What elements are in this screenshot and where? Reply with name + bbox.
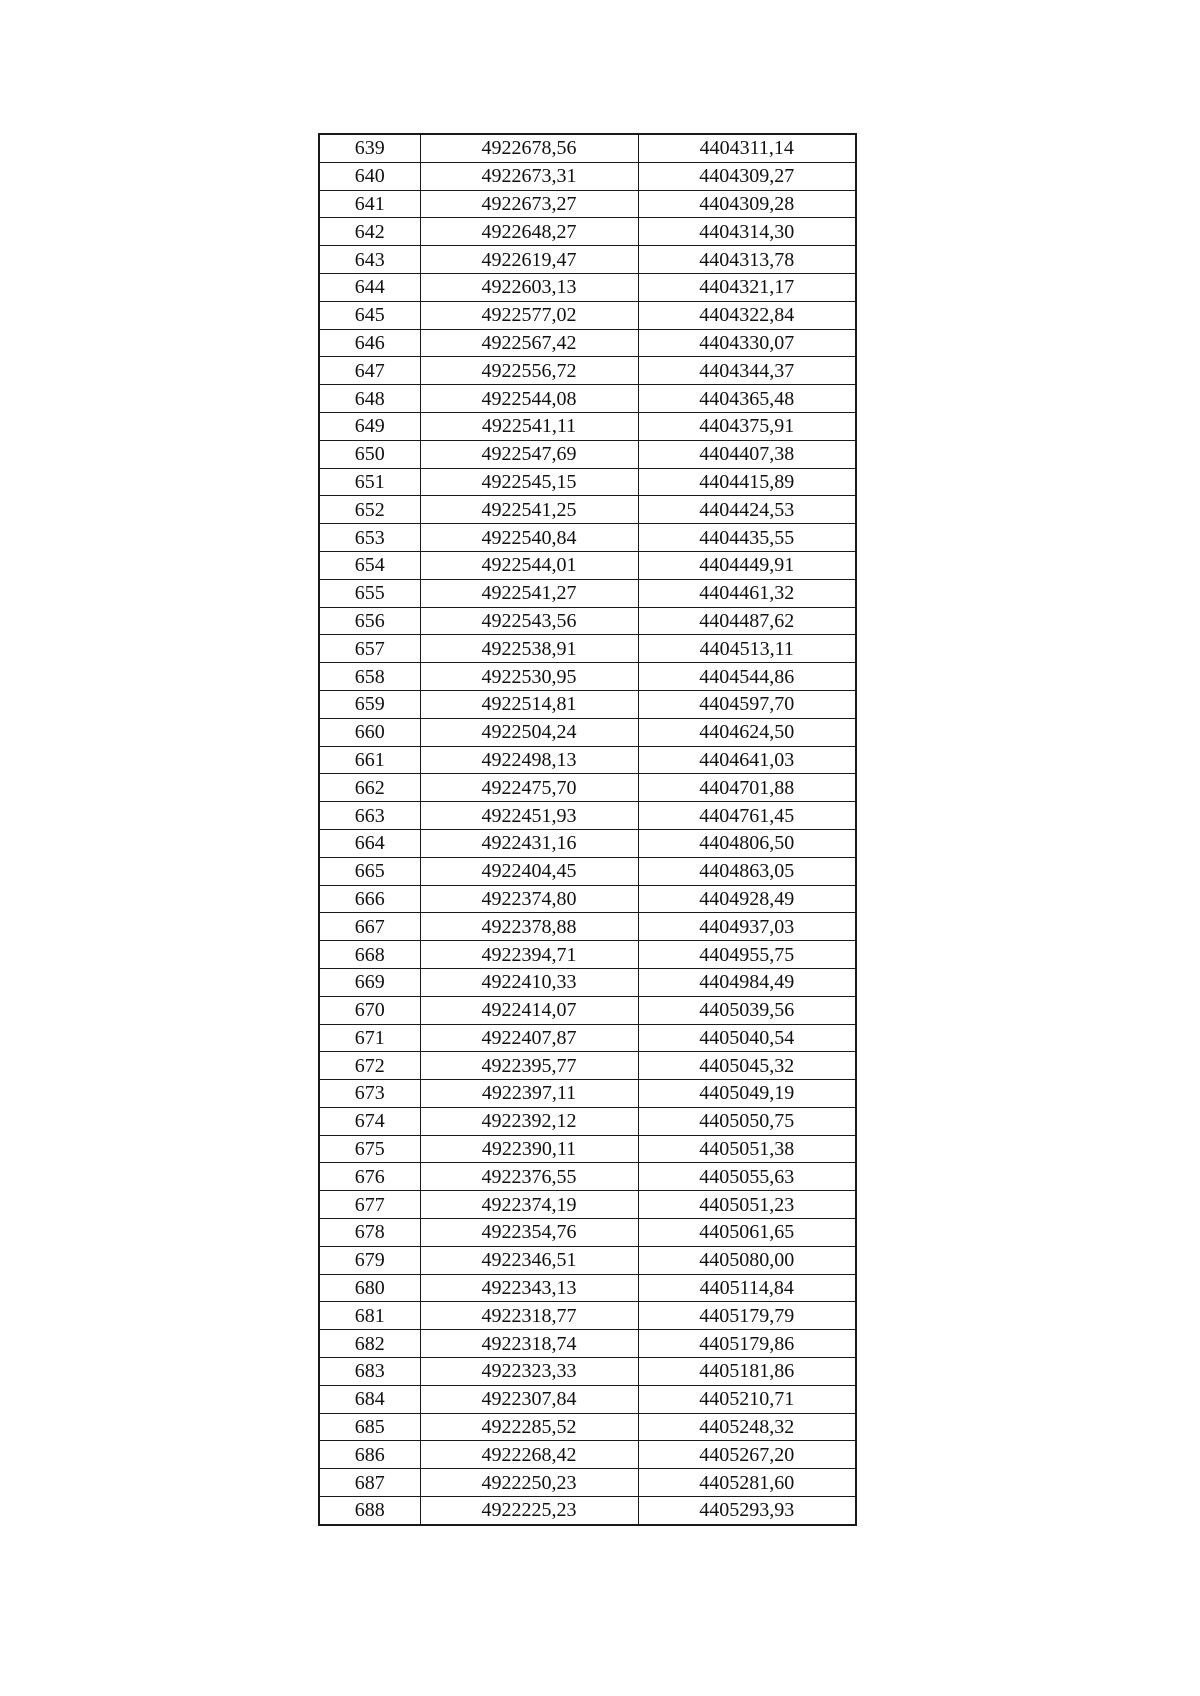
- table-row: [319, 996, 856, 1024]
- table-row: [319, 1413, 856, 1441]
- point-number-cell: 663: [319, 802, 420, 830]
- point-number-cell: 671: [319, 1024, 420, 1052]
- table-row: [319, 385, 856, 413]
- y-coordinate-cell: 4405049,19: [638, 1080, 856, 1108]
- x-coordinate-cell: 4922648,27: [420, 218, 638, 246]
- x-coordinate-cell: 4922378,88: [420, 913, 638, 941]
- x-coordinate-cell: 4922545,15: [420, 468, 638, 496]
- x-coordinate-cell: 4922673,27: [420, 190, 638, 218]
- table-row: [319, 968, 856, 996]
- x-coordinate-cell: 4922547,69: [420, 440, 638, 468]
- x-coordinate-cell: 4922504,24: [420, 718, 638, 746]
- y-coordinate-cell: 4405050,75: [638, 1107, 856, 1135]
- y-coordinate-cell: 4404624,50: [638, 718, 856, 746]
- point-number-cell: 670: [319, 996, 420, 1024]
- table-row: [319, 1024, 856, 1052]
- point-number-cell: 644: [319, 273, 420, 301]
- table-row: [319, 913, 856, 941]
- y-coordinate-cell: 4404330,07: [638, 329, 856, 357]
- table-row: [319, 579, 856, 607]
- table-row: [319, 1052, 856, 1080]
- y-coordinate-cell: 4405051,23: [638, 1191, 856, 1219]
- x-coordinate-cell: 4922307,84: [420, 1385, 638, 1413]
- point-number-cell: 681: [319, 1302, 420, 1330]
- y-coordinate-cell: 4404344,37: [638, 357, 856, 385]
- x-coordinate-cell: 4922268,42: [420, 1441, 638, 1469]
- point-number-cell: 669: [319, 968, 420, 996]
- point-number-cell: 688: [319, 1497, 420, 1525]
- point-number-cell: 682: [319, 1330, 420, 1358]
- x-coordinate-cell: 4922556,72: [420, 357, 638, 385]
- table-row: [319, 496, 856, 524]
- x-coordinate-cell: 4922404,45: [420, 857, 638, 885]
- point-number-cell: 643: [319, 246, 420, 274]
- point-number-cell: 646: [319, 329, 420, 357]
- x-coordinate-cell: 4922540,84: [420, 524, 638, 552]
- y-coordinate-cell: 4405051,38: [638, 1135, 856, 1163]
- x-coordinate-cell: 4922392,12: [420, 1107, 638, 1135]
- x-coordinate-cell: 4922354,76: [420, 1219, 638, 1247]
- y-coordinate-cell: 4404365,48: [638, 385, 856, 413]
- table-row: [319, 218, 856, 246]
- x-coordinate-cell: 4922541,11: [420, 412, 638, 440]
- y-coordinate-cell: 4404984,49: [638, 968, 856, 996]
- y-coordinate-cell: 4405055,63: [638, 1163, 856, 1191]
- table-row: [319, 1246, 856, 1274]
- point-number-cell: 672: [319, 1052, 420, 1080]
- y-coordinate-cell: 4404544,86: [638, 663, 856, 691]
- x-coordinate-cell: 4922619,47: [420, 246, 638, 274]
- table-row: [319, 468, 856, 496]
- x-coordinate-cell: 4922395,77: [420, 1052, 638, 1080]
- point-number-cell: 674: [319, 1107, 420, 1135]
- table-row: [319, 857, 856, 885]
- point-number-cell: 664: [319, 829, 420, 857]
- x-coordinate-cell: 4922225,23: [420, 1497, 638, 1525]
- point-number-cell: 666: [319, 885, 420, 913]
- y-coordinate-cell: 4405281,60: [638, 1469, 856, 1497]
- table-row: [319, 802, 856, 830]
- point-number-cell: 648: [319, 385, 420, 413]
- point-number-cell: 642: [319, 218, 420, 246]
- y-coordinate-cell: 4404806,50: [638, 829, 856, 857]
- table-row: [319, 690, 856, 718]
- y-coordinate-cell: 4404955,75: [638, 941, 856, 969]
- x-coordinate-cell: 4922541,25: [420, 496, 638, 524]
- point-number-cell: 651: [319, 468, 420, 496]
- table-row: [319, 273, 856, 301]
- y-coordinate-cell: 4405210,71: [638, 1385, 856, 1413]
- table-row: [319, 412, 856, 440]
- table-row: [319, 1497, 856, 1525]
- y-coordinate-cell: 4404309,28: [638, 190, 856, 218]
- y-coordinate-cell: 4404314,30: [638, 218, 856, 246]
- x-coordinate-cell: 4922390,11: [420, 1135, 638, 1163]
- point-number-cell: 645: [319, 301, 420, 329]
- point-number-cell: 680: [319, 1274, 420, 1302]
- point-number-cell: 685: [319, 1413, 420, 1441]
- x-coordinate-cell: 4922673,31: [420, 162, 638, 190]
- x-coordinate-cell: 4922567,42: [420, 329, 638, 357]
- point-number-cell: 687: [319, 1469, 420, 1497]
- y-coordinate-cell: 4405179,86: [638, 1330, 856, 1358]
- x-coordinate-cell: 4922250,23: [420, 1469, 638, 1497]
- point-number-cell: 639: [319, 134, 420, 162]
- point-number-cell: 653: [319, 524, 420, 552]
- table-row: [319, 190, 856, 218]
- y-coordinate-cell: 4404435,55: [638, 524, 856, 552]
- table-row: [319, 663, 856, 691]
- y-coordinate-cell: 4404309,27: [638, 162, 856, 190]
- table-row: [319, 829, 856, 857]
- y-coordinate-cell: 4404513,11: [638, 635, 856, 663]
- table-row: [319, 329, 856, 357]
- point-number-cell: 649: [319, 412, 420, 440]
- x-coordinate-cell: 4922678,56: [420, 134, 638, 162]
- x-coordinate-cell: 4922407,87: [420, 1024, 638, 1052]
- table-row: [319, 1080, 856, 1108]
- y-coordinate-cell: 4405039,56: [638, 996, 856, 1024]
- table-row: [319, 607, 856, 635]
- point-number-cell: 684: [319, 1385, 420, 1413]
- table-row: [319, 1469, 856, 1497]
- table-row: [319, 885, 856, 913]
- y-coordinate-cell: 4404311,14: [638, 134, 856, 162]
- table-row: [319, 774, 856, 802]
- table-row: [319, 246, 856, 274]
- table-row: [319, 440, 856, 468]
- y-coordinate-cell: 4404487,62: [638, 607, 856, 635]
- point-number-cell: 652: [319, 496, 420, 524]
- point-number-cell: 676: [319, 1163, 420, 1191]
- point-number-cell: 673: [319, 1080, 420, 1108]
- x-coordinate-cell: 4922538,91: [420, 635, 638, 663]
- y-coordinate-cell: 4404375,91: [638, 412, 856, 440]
- point-number-cell: 650: [319, 440, 420, 468]
- point-number-cell: 667: [319, 913, 420, 941]
- point-number-cell: 677: [319, 1191, 420, 1219]
- x-coordinate-cell: 4922376,55: [420, 1163, 638, 1191]
- y-coordinate-cell: 4405045,32: [638, 1052, 856, 1080]
- y-coordinate-cell: 4404407,38: [638, 440, 856, 468]
- y-coordinate-cell: 4404424,53: [638, 496, 856, 524]
- y-coordinate-cell: 4405181,86: [638, 1358, 856, 1386]
- y-coordinate-cell: 4405061,65: [638, 1219, 856, 1247]
- x-coordinate-cell: 4922530,95: [420, 663, 638, 691]
- table-row: [319, 524, 856, 552]
- table-row: [319, 1191, 856, 1219]
- x-coordinate-cell: 4922603,13: [420, 273, 638, 301]
- y-coordinate-cell: 4405248,32: [638, 1413, 856, 1441]
- point-number-cell: 668: [319, 941, 420, 969]
- table-row: [319, 162, 856, 190]
- x-coordinate-cell: 4922451,93: [420, 802, 638, 830]
- y-coordinate-cell: 4404313,78: [638, 246, 856, 274]
- table-row: [319, 941, 856, 969]
- point-number-cell: 675: [319, 1135, 420, 1163]
- table-row: [319, 1219, 856, 1247]
- point-number-cell: 647: [319, 357, 420, 385]
- point-number-cell: 662: [319, 774, 420, 802]
- table-row: [319, 1385, 856, 1413]
- point-number-cell: 678: [319, 1219, 420, 1247]
- table-row: [319, 1274, 856, 1302]
- table-row: [319, 718, 856, 746]
- y-coordinate-cell: 4405293,93: [638, 1497, 856, 1525]
- y-coordinate-cell: 4404461,32: [638, 579, 856, 607]
- y-coordinate-cell: 4405040,54: [638, 1024, 856, 1052]
- y-coordinate-cell: 4405080,00: [638, 1246, 856, 1274]
- x-coordinate-cell: 4922577,02: [420, 301, 638, 329]
- point-number-cell: 661: [319, 746, 420, 774]
- x-coordinate-cell: 4922285,52: [420, 1413, 638, 1441]
- y-coordinate-cell: 4404928,49: [638, 885, 856, 913]
- x-coordinate-cell: 4922514,81: [420, 690, 638, 718]
- x-coordinate-cell: 4922394,71: [420, 941, 638, 969]
- point-number-cell: 660: [319, 718, 420, 746]
- table-row: [319, 1135, 856, 1163]
- x-coordinate-cell: 4922414,07: [420, 996, 638, 1024]
- y-coordinate-cell: 4404415,89: [638, 468, 856, 496]
- point-number-cell: 665: [319, 857, 420, 885]
- point-number-cell: 686: [319, 1441, 420, 1469]
- y-coordinate-cell: 4404321,17: [638, 273, 856, 301]
- table-row: [319, 1358, 856, 1386]
- y-coordinate-cell: 4404641,03: [638, 746, 856, 774]
- x-coordinate-cell: 4922498,13: [420, 746, 638, 774]
- y-coordinate-cell: 4404937,03: [638, 913, 856, 941]
- table-row: [319, 1302, 856, 1330]
- x-coordinate-cell: 4922374,19: [420, 1191, 638, 1219]
- point-number-cell: 659: [319, 690, 420, 718]
- table-row: [319, 357, 856, 385]
- y-coordinate-cell: 4404761,45: [638, 802, 856, 830]
- x-coordinate-cell: 4922346,51: [420, 1246, 638, 1274]
- point-number-cell: 656: [319, 607, 420, 635]
- table-row: [319, 1163, 856, 1191]
- point-number-cell: 640: [319, 162, 420, 190]
- table-row: [319, 746, 856, 774]
- y-coordinate-cell: 4404863,05: [638, 857, 856, 885]
- table-row: [319, 1330, 856, 1358]
- y-coordinate-cell: 4405267,20: [638, 1441, 856, 1469]
- point-number-cell: 655: [319, 579, 420, 607]
- y-coordinate-cell: 4405179,79: [638, 1302, 856, 1330]
- point-number-cell: 657: [319, 635, 420, 663]
- table-row: [319, 301, 856, 329]
- x-coordinate-cell: 4922323,33: [420, 1358, 638, 1386]
- table-row: [319, 1107, 856, 1135]
- table-row: [319, 1441, 856, 1469]
- x-coordinate-cell: 4922343,13: [420, 1274, 638, 1302]
- x-coordinate-cell: 4922318,77: [420, 1302, 638, 1330]
- y-coordinate-cell: 4404701,88: [638, 774, 856, 802]
- y-coordinate-cell: 4405114,84: [638, 1274, 856, 1302]
- table-row: [319, 551, 856, 579]
- x-coordinate-cell: 4922397,11: [420, 1080, 638, 1108]
- point-number-cell: 658: [319, 663, 420, 691]
- x-coordinate-cell: 4922544,08: [420, 385, 638, 413]
- coordinates-table: [318, 133, 857, 1526]
- x-coordinate-cell: 4922318,74: [420, 1330, 638, 1358]
- table-row: [319, 134, 856, 162]
- x-coordinate-cell: 4922431,16: [420, 829, 638, 857]
- x-coordinate-cell: 4922541,27: [420, 579, 638, 607]
- x-coordinate-cell: 4922544,01: [420, 551, 638, 579]
- coordinates-table-body: [319, 134, 856, 1525]
- x-coordinate-cell: 4922410,33: [420, 968, 638, 996]
- y-coordinate-cell: 4404322,84: [638, 301, 856, 329]
- point-number-cell: 679: [319, 1246, 420, 1274]
- y-coordinate-cell: 4404597,70: [638, 690, 856, 718]
- x-coordinate-cell: 4922374,80: [420, 885, 638, 913]
- table-row: [319, 635, 856, 663]
- x-coordinate-cell: 4922475,70: [420, 774, 638, 802]
- y-coordinate-cell: 4404449,91: [638, 551, 856, 579]
- x-coordinate-cell: 4922543,56: [420, 607, 638, 635]
- point-number-cell: 641: [319, 190, 420, 218]
- point-number-cell: 683: [319, 1358, 420, 1386]
- point-number-cell: 654: [319, 551, 420, 579]
